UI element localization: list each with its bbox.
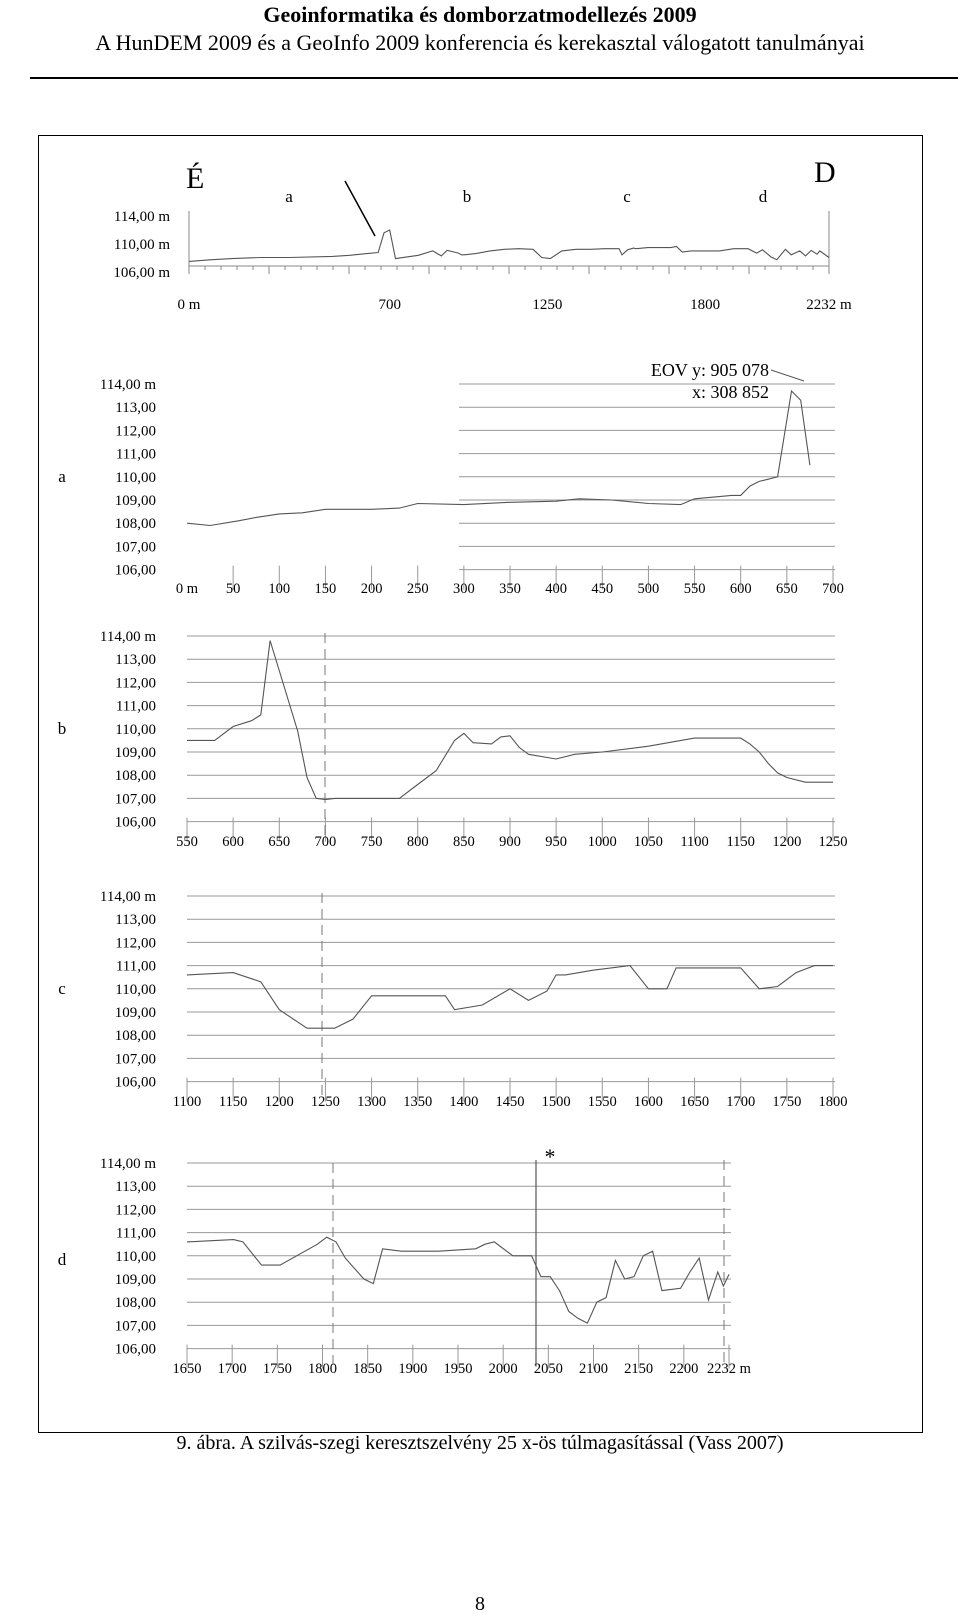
xtick-label: 500 (637, 581, 660, 597)
xtick-label: 850 (452, 834, 475, 850)
annotation-pointer (771, 370, 804, 381)
row-label-b: b (57, 719, 67, 738)
ytick-label: 110,00 (115, 1248, 156, 1265)
profile-line-b (187, 641, 833, 800)
ytick-label: 109,00 (114, 745, 156, 761)
xtick-label: 1700 (726, 1094, 756, 1110)
ytick-label: 113,00 (115, 652, 156, 669)
xtick-label: 0 m (177, 297, 201, 313)
xtick-label: 1450 (495, 1094, 525, 1110)
xtick-label: 150 (314, 581, 337, 597)
xtick-label: 550 (176, 834, 198, 850)
ytick-label: 109,00 (114, 493, 156, 509)
ytick-label: 109,00 (114, 1272, 156, 1288)
xtick-label: 0 m (175, 581, 199, 597)
ytick-label: 112,00 (115, 1202, 156, 1219)
ytick-label: 112,00 (115, 935, 156, 952)
xtick-label: 1850 (353, 1361, 383, 1377)
ytick-label: 111,00 (115, 446, 156, 463)
xtick-label: 450 (591, 581, 614, 597)
xtick-label: 2232 m (707, 1361, 751, 1377)
xtick-label: 1250 (818, 834, 848, 850)
xtick-label: 400 (545, 581, 568, 597)
xtick-label: 200 (360, 581, 383, 597)
ytick-label: 113,00 (115, 400, 156, 417)
xtick-label: 650 (775, 581, 798, 597)
xtick-label: 900 (499, 834, 521, 850)
ytick-label: 114,00 m (99, 377, 156, 393)
xtick-label: 2050 (533, 1361, 563, 1377)
xtick-label: 1600 (633, 1094, 663, 1110)
row-label-d: d (57, 1250, 67, 1269)
row-label-a: a (58, 467, 66, 486)
ytick-label: 108,00 (114, 768, 156, 785)
pointer-line (345, 181, 375, 236)
xtick-label: 2232 m (806, 297, 852, 313)
figure-caption: 9. ábra. A szilvás-szegi keresztszelvény 25 x-ös túlmagasítással (Vass 2007) (176, 1432, 784, 1454)
overview-profile-line (189, 230, 829, 261)
row-label-c: c (58, 979, 66, 998)
xtick-label: 800 (406, 834, 429, 850)
xtick-label: 250 (406, 581, 429, 597)
profile-line-c (187, 966, 833, 1029)
xtick-label: 1200 (772, 834, 802, 850)
ytick-label: 113,00 (115, 912, 156, 929)
xtick-label: 2200 (669, 1361, 699, 1377)
xtick-label: 550 (683, 581, 706, 597)
ytick-label: 106,00 (114, 1341, 156, 1358)
xtick-label: 600 (222, 834, 245, 850)
ytick-label: 110,00 m (113, 237, 170, 253)
page-number: 8 (475, 1593, 485, 1615)
ytick-label: 107,00 (114, 1051, 156, 1068)
xtick-label: 1650 (172, 1361, 202, 1377)
profile-line-a (187, 391, 810, 526)
xtick-label: 1550 (587, 1094, 617, 1110)
xtick-label: 650 (268, 834, 291, 850)
xtick-label: 300 (452, 581, 475, 597)
ytick-label: 110,00 (115, 469, 156, 486)
ytick-label: 108,00 (114, 1028, 156, 1045)
xtick-label: 700 (822, 581, 844, 597)
ytick-label: 111,00 (115, 958, 156, 975)
xtick-label: 2000 (488, 1361, 518, 1377)
xtick-label: 1800 (818, 1094, 848, 1110)
ytick-label: 112,00 (115, 675, 156, 692)
xtick-label: 700 (378, 297, 401, 313)
xtick-label: 1300 (357, 1094, 387, 1110)
xtick-label: 1100 (680, 834, 709, 850)
section-marker-c: c (623, 187, 631, 206)
ytick-label: 114,00 m (113, 209, 170, 225)
xtick-label: 950 (545, 834, 568, 850)
ytick-label: 107,00 (114, 539, 156, 556)
xtick-label: 1500 (541, 1094, 571, 1110)
xtick-label: 1250 (310, 1094, 340, 1110)
ytick-label: 114,00 m (99, 889, 156, 905)
ytick-label: 109,00 (114, 1005, 156, 1021)
eov-annotation-x: x: 308 852 (691, 382, 769, 402)
xtick-label: 1100 (172, 1094, 202, 1110)
ytick-label: 106,00 (114, 562, 156, 579)
xtick-label: 50 (225, 581, 241, 597)
header-subtitle: A HunDEM 2009 és a GeoInfo 2009 konferencia és kerekasztal válogatott tanulmányai (95, 30, 865, 55)
xtick-label: 1250 (532, 297, 563, 313)
marker-label: * (544, 1144, 556, 1169)
ytick-label: 107,00 (114, 791, 156, 808)
cross-section-figure (39, 136, 922, 1432)
section-marker-d: d (758, 187, 768, 206)
ytick-label: 106,00 m (113, 265, 170, 281)
xtick-label: 600 (729, 581, 752, 597)
xtick-label: 1150 (218, 1094, 248, 1110)
ytick-label: 107,00 (114, 1318, 156, 1335)
xtick-label: 1800 (690, 297, 721, 313)
section-marker-b: b (462, 187, 472, 206)
end-label-left: É (186, 162, 205, 195)
section-marker-a: a (285, 187, 293, 206)
profile-line-d (187, 1237, 729, 1323)
xtick-label: 100 (268, 581, 291, 597)
eov-annotation-y: EOV y: 905 078 (650, 360, 769, 380)
ytick-label: 114,00 m (99, 629, 156, 645)
xtick-label: 1700 (217, 1361, 247, 1377)
xtick-label: 1000 (587, 834, 617, 850)
ytick-label: 111,00 (115, 1225, 156, 1242)
header-title: Geoinformatika és domborzatmodellezés 2009 (263, 2, 697, 27)
ytick-label: 113,00 (115, 1179, 156, 1196)
ytick-label: 106,00 (114, 1074, 156, 1091)
xtick-label: 750 (360, 834, 383, 850)
header-divider (30, 77, 958, 79)
end-label-right: D (814, 156, 836, 189)
xtick-label: 2150 (624, 1361, 654, 1377)
ytick-label: 110,00 (115, 981, 156, 998)
ytick-label: 108,00 (114, 516, 156, 533)
xtick-label: 1750 (262, 1361, 292, 1377)
xtick-label: 1800 (308, 1361, 337, 1377)
ytick-label: 112,00 (115, 423, 156, 440)
xtick-label: 1350 (403, 1094, 433, 1110)
ytick-label: 114,00 m (99, 1156, 156, 1172)
xtick-label: 1400 (449, 1094, 479, 1110)
ytick-label: 106,00 (114, 814, 156, 831)
ytick-label: 110,00 (115, 721, 156, 738)
ytick-label: 111,00 (115, 698, 156, 715)
xtick-label: 2100 (579, 1361, 608, 1377)
xtick-label: 700 (314, 834, 337, 850)
xtick-label: 1750 (772, 1094, 802, 1110)
figure-frame (38, 135, 923, 1433)
xtick-label: 350 (499, 581, 521, 597)
ytick-label: 108,00 (114, 1295, 156, 1312)
xtick-label: 1950 (443, 1361, 473, 1377)
xtick-label: 1200 (264, 1094, 294, 1110)
xtick-label: 1050 (633, 834, 663, 850)
xtick-label: 1150 (726, 834, 755, 850)
xtick-label: 1650 (680, 1094, 710, 1110)
xtick-label: 1900 (398, 1361, 428, 1377)
